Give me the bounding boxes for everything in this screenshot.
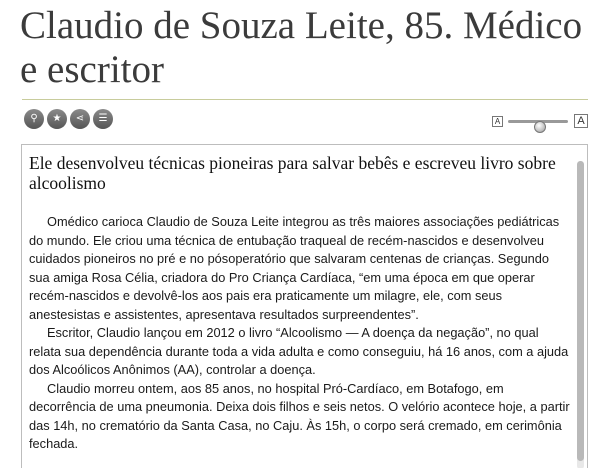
article-toolbar: [24, 109, 113, 129]
font-size-slider-track[interactable]: [508, 120, 568, 123]
decrease-font-button[interactable]: A: [492, 116, 503, 127]
article-headline: Ele desenvolveu técnicas pioneiras para salvar bebês e escreveu livro sobre alcoolismo: [29, 153, 556, 193]
page-title: Claudio de Souza Leite, 85. Médico e escritor: [20, 4, 583, 91]
star-icon[interactable]: ★: [47, 109, 67, 129]
article-paragraph: Claudio morreu ontem, aos 85 anos, no hospital Pró-Cardíaco, em Botafogo, em decorrência de uma pneumonia. Deixa dois filhos e seis netos. O velório acontece hoje, a partir das 14h, no crematório da Santa Casa, no Caju. Às 15h, o corpo será cremado, em cerimônia fechada.: [29, 380, 570, 451]
font-size-slider-knob[interactable]: [534, 121, 546, 133]
article-scrollbar[interactable]: [577, 161, 584, 468]
header-divider: [22, 99, 588, 100]
comment-icon[interactable]: ☰: [93, 109, 113, 129]
font-size-control: [488, 114, 588, 128]
article-paragraph: Escritor, Claudio lançou em 2012 o livro “Alcoolismo — A doença da negação”, no qual relata sua dependência durante toda a vida adulta e como conseguiu, há 16 anos, com a ajuda dos Alcoólicos Anônimos (AA), controlar a doença.: [29, 325, 569, 377]
share-icon[interactable]: ⋖: [70, 109, 90, 129]
scrollbar-thumb[interactable]: [577, 161, 584, 461]
article-paragraph: Omédico carioca Claudio de Souza Leite integrou as três maiores associações pediátricas do mundo. Ele criou uma técnica de entubação traqueal de recém-nascidos e desenvolveu cuidados pioneiros no pré e no pósoperatório que salvaram centenas de crianças. Segundo sua amiga Rosa Célia, criadora do Pro Criança Cardíaca, “em uma época em que operar recém-nascidos e devolvê-los aos pais era praticamente um milagre, ele, com seus anestesistas e assistentes, apresentava resultados surpreendentes”.: [29, 214, 560, 322]
article-body: [29, 213, 571, 454]
increase-font-button[interactable]: A: [574, 114, 588, 128]
search-icon[interactable]: ⚲: [24, 109, 44, 129]
article-panel: [21, 144, 588, 468]
